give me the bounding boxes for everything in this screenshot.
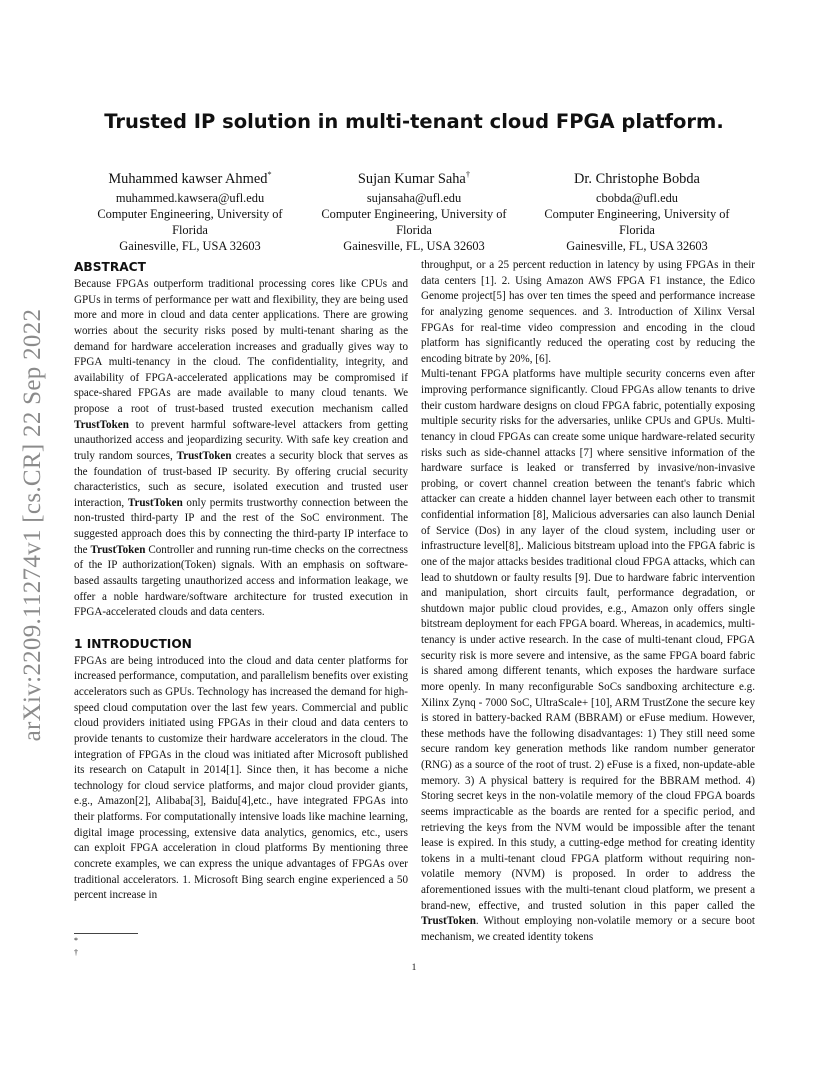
introduction-text-part2: throughput, or a 25 percent reduction in latency by using FPGAs in their data centers [1]. 2. Using Amazon AWS FPGA F1 instance, the Edico Genome project[5] has over ten times the speed and performance increase for analyzing genome sequences. and 3. Introduction of Xilinx Versal FPGAs for real-time video compression and encoding in the cloud platform has significantly reduced the operating cost by reducing the encoding bitrate by 20%, [6]. Multi-tenant FPGA platforms have multiple security concerns even after improving performance significantly. Cloud FPGAs allow tenants to drive their custom hardware designs on cloud FPGA fabric, potentially exposing multiple security risks for the adversaries, unlike CPUs and GPUs. Multi-tenancy in cloud FPGAs can create some unique hardware-related security risks such as side-channel attacks [7] where sensitive information of the hardware surface is leaked or transferred by invasive/non-invasive probing, or covert channel creation between the tenant's fabric which attacker can create a hidden channel layer between each other to transmit confidential information [8], Malicious adversaries can also launch Denial of Service (Dos) in any layer of the cloud system, including user or infrastructure level[8],. Malicious bitstream upload into the FPGA fabric is one of the major attacks besides traditional cloud FPGA attacks, which can lead to shutdown or faulty results [9]. Due to hardware fabric intervention and manipulation, short circuits fault, performance degradation, or shutdown major public cloud provides, e.g., Amazon only offers single bitstream deployment for each FPGA board. Whereas, in academics, multi-tenancy is under active research. In the case of multi-tenant cloud, FPGA security risk is more severe and intensive, as the same FPGA board fabric is shared among different tenants, which exposes the hardware surface more openly. In many reconfigurable SoCs sandboxing architecture e.g. Xilinx Zynq - 7000 SoC, UltraScale+ [10], ARM TrustZone the secure key is stored in battery-backed RAM (BBRAM) or eFuse medium. However, these methods have the following disadvantages: 1) They still need some secure random key generation methods like random number generator (RNG) as a source of the root of trust. 2) eFuse is a fixed, non-update-able memory. 3) A physical battery is required for the BBRAM method. 4) Storing secret keys in the non-volatile memory of the cloud FPGA boards seems impracticable as the boards are rented for a specific period, and retrieving the keys from the NVM would be impossible after the tenant lease is expired. In this study, a cutting-edge method for creating identity tokens in a multi-tenant cloud FPGA platform without requiring non-volatile memory (NVM) is proposed. In order to address the aforementioned issues with the multi-tenant cloud platform, we present a brand-new, effective, and trusted solution in this paper called the TrustToken. Without employing non-volatile memory or a secure boot mechanism, we created identity tokens [421, 259, 755, 943]
abstract-text: Because FPGAs outperform traditional processing cores like CPUs and GPUs in terms of performance per watt and flexibility, they are being used more and more in cloud and data center applications. There are growing worries about the security risks posed by multi-tenant sharing as the demand for hardware acceleration increases and gradually gives way to FPGA multi-tenancy in the cloud. The confidentiality, integrity, and availability of FPGA-accelerated applications may be compromised if space-shared FPGAs are made available to many cloud tenants. We propose a root of trust-based trusted execution mechanism called TrustToken to prevent harmful software-level attackers from getting unauthorized access and jeopardizing security. With safe key creation and truly random sources, TrustToken creates a security block that serves as the foundation of trust-based IP security. By offering crucial security characteristics, such as secure, isolated execution and trusted user interaction, TrustToken only permits trustworthy connection between the non-trusted third-party IP and the rest of the SoC environment. The suggested approach does this by connecting the third-party IP interface to the TrustToken Controller and running run-time checks on the correctness of the IP authorization(Token) signals. With an emphasis on software-based assaults targeting unauthorized access and information leakage, we offer a noble hardware/software architecture for trusted execution in FPGA-accelerated clouds and data centers. [74, 278, 409, 619]
author-name: Muhammed kawser Ahmed* [108, 169, 272, 187]
author-3 [521, 164, 753, 255]
author-affiliation-cont: Florida [396, 223, 432, 238]
author-address: Gainesville, FL, USA 32603 [566, 239, 708, 254]
footnote-1: * [74, 936, 78, 945]
author-affiliation: Computer Engineering, University of [321, 207, 507, 221]
footnote-2: † [74, 948, 78, 957]
arxiv-sidebar [10, 285, 56, 765]
author-2 [298, 164, 530, 255]
author-address: Gainesville, FL, USA 32603 [343, 239, 485, 254]
author-email[interactable]: sujansaha@ufl.edu [366, 190, 462, 205]
introduction-text-part1: FPGAs are being introduced into the cloud and data center platforms for increased performance, computation, and parallelism benefits over existing accelerators such as GPUs. Technology has increased the demand for high-speed cloud computation over the last few years. Commercial and public cloud providers initiated using FPGAs in their cloud and data centers to provide tenants to customize their hardware accelerators in the cloud. The integration of FPGAs in the cloud was initiated after Microsoft published its research on Catapult in 2014[1]. Since then, it has become a niche technology for cloud service platforms, and major cloud provider giants, e.g., Amazon[2], Alibaba[3], Baidu[4],etc., have integrated FPGAs into their platforms. For computationally intensive loads like machine learning, digital image processing, extensive data analytics, genomics, etc., users can exploit FPGA acceleration in cloud platforms By mentioning three concrete examples, we can express the unique advantages of FPGAs over traditional accelerators. 1. Microsoft Bing search engine experienced a 50 percent increase in [74, 654, 408, 902]
abstract-heading: ABSTRACT [74, 260, 146, 274]
author-email[interactable]: muhammed.kawsera@ufl.edu [115, 190, 265, 205]
author-email[interactable]: cbobda@ufl.edu [596, 190, 678, 205]
author-affiliation: Computer Engineering, University of [97, 207, 283, 221]
author-name: Sujan Kumar Saha† [357, 169, 471, 187]
author-address: Gainesville, FL, USA 32603 [119, 239, 261, 254]
left-column [74, 258, 408, 904]
paper-title: Trusted IP solution in multi-tenant cloud FPGA platform. [104, 110, 724, 133]
right-column [421, 258, 755, 946]
author-block [74, 164, 754, 254]
author-affiliation-cont: Florida [172, 223, 208, 238]
footnote-rule [74, 933, 138, 934]
author-name: Dr. Christophe Bobda [574, 170, 700, 187]
introduction-heading: 1 INTRODUCTION [74, 636, 192, 651]
arxiv-identifier[interactable]: arXiv:2209.11274v1 [cs.CR] 22 Sep 2022 [19, 308, 46, 742]
author-1 [74, 164, 306, 255]
author-affiliation: Computer Engineering, University of [544, 207, 730, 221]
author-affiliation-cont: Florida [619, 223, 655, 238]
page-number: 1 [411, 963, 417, 973]
